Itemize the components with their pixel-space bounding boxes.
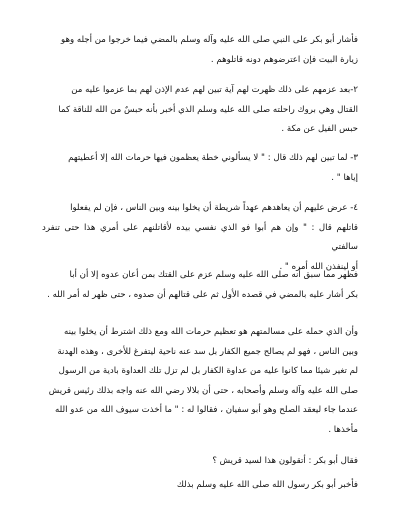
- paragraph-line: صلى الله عليه وآله وسلم وأصحابه ، حتى أن بلالا رضي الله عنه واجه بذلك رئيس قريش: [48, 385, 358, 396]
- paragraph-6: [42, 323, 358, 440]
- paragraph-line: فأشار أبو بكر على النبي صلى الله عليه وآله وسلم بالمضي فيما خرجوا من أجله وهو: [61, 35, 358, 45]
- paragraph-7: [42, 452, 358, 472]
- paragraph-line: فقال أبو بكر : أتقولون هذا لسيد قريش ؟: [212, 456, 358, 466]
- paragraph-line: حبس الفيل عن مكة .: [281, 124, 358, 134]
- paragraph-3: [42, 149, 358, 188]
- paragraph-line: وبين الناس ، فهو لم يصالح جميع الكفار بل سد عنه ناحية ليتفرغ للأخرى ، وهذه الهدنة: [57, 346, 358, 357]
- paragraph-line: ٢-بعد عزمهم على ذلك ظهرت لهم آية تبين لهم عدم الإذن لهم بما عزموا عليه من: [71, 85, 358, 95]
- paragraph-line: ٣- لما تبين لهم ذلك قال : " لا يسألوني خطة يعظمون فيها حرمات الله إلا أعطيتهم: [68, 153, 358, 163]
- paragraph-5: [42, 266, 358, 305]
- paragraph-line: ٤- عرض عليهم أن يعاهدهم عهداً شريطة أن يخلوا بينه وبين الناس ، فإن لم يفعلوا: [70, 203, 358, 213]
- paragraph-line: بكر أشار عليه بالمضي في قصده الأول ثم على قتالهم أن صدوه ، حتى ظهر له أمر الله .: [47, 289, 358, 300]
- paragraph-line: وأن الذي حمله على مسالمتهم هو تعظيم حرمات الله ومع ذلك اشترط أن يخلوا بينه: [63, 327, 358, 337]
- paragraph-line: فأخبر أبو بكر رسول الله صلى الله عليه وسلم بذلك: [176, 480, 358, 490]
- paragraph-line: فظهر مما سبق أنه صلى الله عليه وسلم عزم على القتك بمن أعان عدوه إلا أن أبا: [69, 270, 358, 280]
- paragraph-line: مأخذها .: [328, 424, 358, 435]
- paragraph-line: عندما جاء ليعقد الصلح وهو أبو سفيان ، فقالوا له : " ما أخذت سيوف الله من عدو الله: [55, 405, 358, 415]
- paragraph-line: لم تغير شيئا مما كانوا عليه من عداوة الكفار بل لم تزل تلك العداوة بادية من الرسول: [58, 366, 358, 376]
- paragraph-2: [42, 81, 358, 140]
- paragraph-8: [42, 476, 358, 496]
- paragraph-1: [42, 31, 358, 70]
- paragraph-line: إياها " .: [331, 172, 358, 183]
- paragraph-line: قاتلهم قال : " وإن هم أبوا فو الذي نفسي بيده لأقاتلنهم على أمري هذا حتى تنفرد سالفتي: [42, 222, 358, 252]
- paragraph-line: أو لينفذن الله أمره " .: [279, 261, 358, 272]
- paragraph-line: زيارة البيت فإن اعترضوهم دونه قاتلوهم .: [210, 54, 358, 65]
- paragraph-line: القتال وهي بروك راحلته صلى الله عليه وسلم الذي أخبر بأنه حبسٌ من الله للناقة كما: [58, 104, 358, 115]
